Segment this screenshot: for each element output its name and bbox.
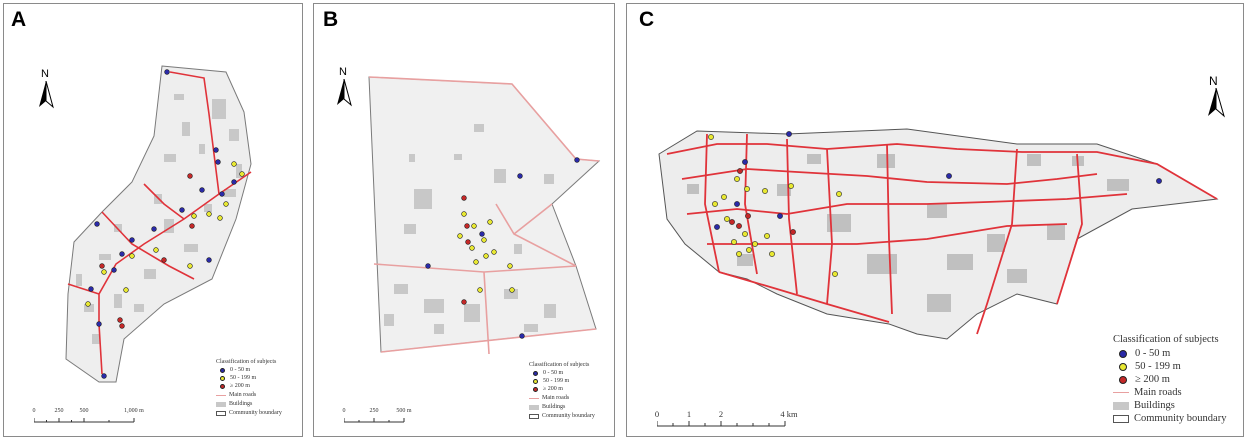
building-swatch-icon [529,405,539,410]
dot-red-icon [220,384,225,389]
legend-a [216,359,282,416]
legend-roads-a: Main roads [216,392,282,398]
dot-yellow-icon [533,379,538,384]
community-boundary-b [369,77,599,352]
dot-yellow-icon [220,376,225,381]
panel-label-c: C [639,8,655,31]
road-line-icon [216,395,226,396]
legend-item-near-b: 0 - 50 m [533,370,595,376]
legend-item-far-c: ≥ 200 m [1119,374,1226,385]
dot-red-icon [1119,376,1127,384]
panel-label-a: A [11,8,27,31]
legend-c [1113,334,1226,424]
dot-blue-icon [220,368,225,373]
building-swatch-icon [216,402,226,407]
legend-boundary-c: Community boundary [1113,413,1226,424]
scale-bar-a: 0 250 500 1,000 m [32,408,144,414]
legend-buildings-b: Buildings [529,404,595,410]
legend-item-mid-b: 50 - 199 m [533,378,595,384]
boundary-swatch-icon [1113,415,1129,423]
building-swatch-icon [1113,402,1129,410]
legend-item-far-a: ≥ 200 m [220,383,282,389]
legend-title-b: Classification of subjects [529,362,590,368]
legend-b [529,362,595,419]
dot-yellow-icon [1119,363,1127,371]
legend-item-mid-a: 50 - 199 m [220,375,282,381]
legend-buildings-c: Buildings [1113,400,1226,411]
legend-item-mid-c: 50 - 199 m [1119,361,1226,372]
map-panel-b: B N Classification of subjects 0 - 50 m 50 - 199 m ≥ 200 m Main roads Buildings Community boundary 0 250 500 m [313,3,615,437]
scale-bar-b: 0 250 500 m [342,408,412,414]
legend-roads-c: Main roads [1113,387,1226,398]
map-panel-c: C N Classification of subjects 0 - 50 m 50 - 199 m ≥ 200 m Main roads Buildings Community boundary 0 1 2 4 km [626,3,1244,437]
dot-red-icon [533,387,538,392]
legend-roads-b: Main roads [529,395,595,401]
legend-item-far-b: ≥ 200 m [533,386,595,392]
panel-label-b: B [323,8,339,31]
road-line-icon [1113,392,1129,394]
legend-item-near-c: 0 - 50 m [1119,348,1226,359]
dot-blue-icon [1119,350,1127,358]
boundary-swatch-icon [216,411,226,416]
road-line-icon [529,398,539,399]
legend-boundary-a: Community boundary [216,410,282,416]
legend-item-near-a: 0 - 50 m [220,367,282,373]
map-panel-a: A N Classification of subjects 0 - 50 m 50 - 199 m ≥ 200 m Main roads Buildings Community boundary 0 250 500 1,000 m [3,3,303,437]
legend-title-c: Classification of subjects [1113,334,1219,345]
boundary-swatch-icon [529,414,539,419]
legend-title-a: Classification of subjects [216,359,277,365]
scale-bar-c: 0 1 2 4 km [654,409,798,419]
dot-blue-icon [533,371,538,376]
legend-buildings-a: Buildings [216,401,282,407]
legend-boundary-b: Community boundary [529,413,595,419]
